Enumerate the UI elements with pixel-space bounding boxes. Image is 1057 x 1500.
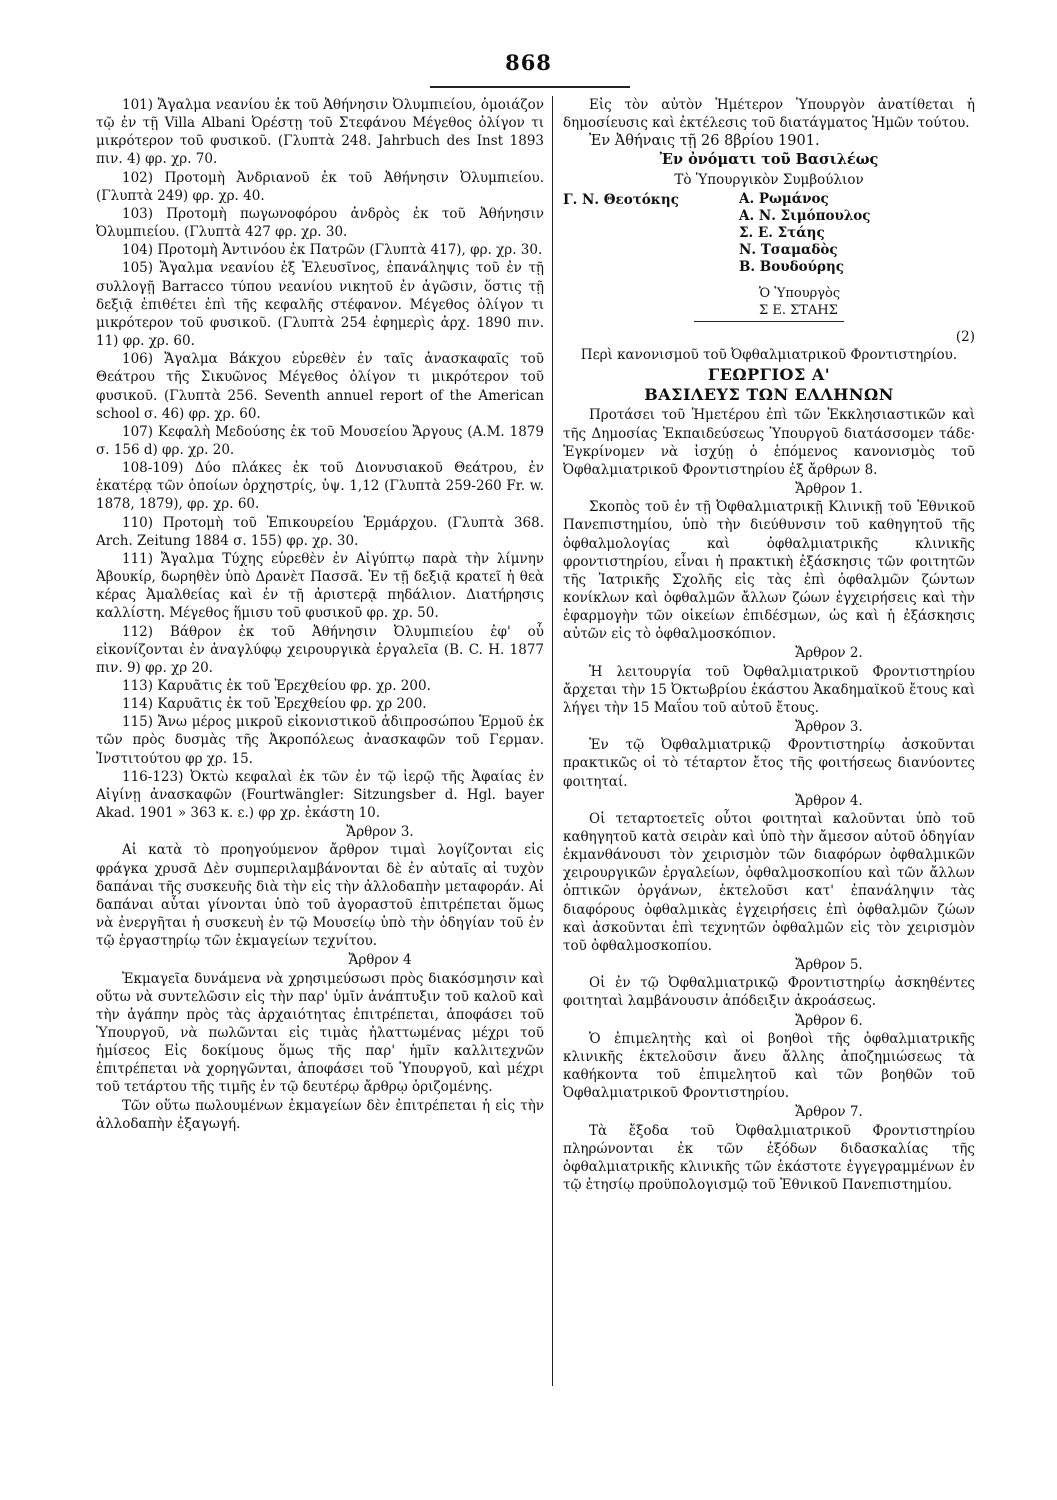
signatory: Β. Βουδούρης [739, 258, 844, 275]
decree-article-6-text: Ὁ ἐπιμελητὴς καὶ οἱ βοηθοὶ τῆς ὀφθαλμιατρικῆς κλινικῆς ἐκτελοῦσιν ἄνευ ἄλλης ἀποζημιώσεως τὰ καθήκοντα τοῦ ἐπιμελητοῦ καὶ τῶν βοηθῶν τοῦ Ὀφθαλμιατρικοῦ Φροντιστηρίου. [563, 1030, 975, 1102]
council-heading: Τὸ Ὑπουργικὸν Συμβούλιον [674, 171, 864, 188]
decree-article-5-heading: Ἄρθρον 5. [795, 957, 863, 974]
king-name: ΓΕΩΡΓΙΟΣ Α' [707, 365, 831, 385]
closing-paragraph: Τῶν οὕτω πωλουμένων ἐκμαγείων δὲν ἐπιτρέπεται ἡ εἰς τὴν ἀλλοδαπὴν ἐξαγωγή. [96, 1097, 544, 1132]
in-name-of-king: Ἐν ὀνόματι τοῦ Βασιλέως [659, 151, 879, 169]
right-column [563, 96, 975, 1194]
catalog-entry-113: 113) Καρυᾶτις ἐκ τοῦ Ἐρεχθείου φρ. χρ. 200. [122, 678, 431, 694]
catalog-entry-110: 110) Προτομὴ τοῦ Ἐπικουρείου Ἑρμάρχου. (Γλυπτὰ 368. Arch. Zeitung 1884 σ. 155) φρ. χρ. 30. [96, 514, 544, 549]
decree-article-1-text: Σκοπὸς τοῦ ἐν τῇ Ὀφθαλμιατρικῇ Κλινικῇ τοῦ Ἐθνικοῦ Πανεπιστημίου, ὑπὸ τὴν διεύθυνσιν τοῦ καθηγητοῦ τῆς ὀφθαλμολογίας καὶ ὀφθαλμιατρικῆς κλινικῆς φροντιστηρίου, εἶναι ἡ πρακτικὴ ἐξάσκησις τῶν φοιτητῶν τῆς Ἰατρικῆς Σχολῆς εἰς τὰς ἐπὶ ὀφθαλμῶν ζώντων κονίκλων καὶ ὀφθαλμῶν ἄλλων ζώων ἐγχειρήσεις καὶ τὴν ἐφαρμογὴν τῶν οἰκείων ἐπιδέσμων, ὡς καὶ ἡ ἐξάσκησις αὐτῶν εἰς τὸ ὀφθαλμοσκόπιον. [563, 499, 975, 643]
decree-article-1-heading: Ἄρθρον 1. [795, 481, 863, 498]
decree-article-7-text: Τὰ ἔξοδα τοῦ Ὀφθαλμιατρικοῦ Φροντιστηρίου πληρώνονται ἐκ τῶν ἐξόδων διδασκαλίας τῆς ὀφθαλμιατρικῆς κλινικῆς τῶν ἑκάστοτε ἐγγεγραμμένων ἐν τῷ ἐτησίῳ προϋπολογισμῷ τοῦ Ἐθνικοῦ Πανεπιστημίου. [563, 1122, 975, 1193]
left-column [96, 96, 544, 1133]
catalog-entry-111: 111) Ἄγαλμα Τύχης εὑρεθὲν ἐν Αἰγύπτῳ παρὰ τὴν λίμνην Ἀβουκίρ, δωρηθὲν ὑπὸ Δρανὲτ Πασσᾶ. Ἐν τῇ δεξιᾷ κρατεῖ ἡ θεὰ κέρας Ἀμαλθείας καὶ ἐν τῇ ἀριστερᾷ πηδάλιον. Διατήρησις καλλίστη. Μέγεθος ἥμισυ τοῦ φυσικοῦ φρ. χρ. 50. [96, 550, 544, 622]
king-title: ΒΑΣΙΛΕΥΣ ΤΩΝ ΕΛΛΗΝΩΝ [644, 385, 894, 405]
page-number: 868 [505, 50, 552, 75]
catalog-entry-108-109: 108-109) Δύο πλάκες ἐκ τοῦ Διονυσιακοῦ Θεάτρου, ἐν ἑκατέρᾳ τῶν ὁποίων ὀρχηστρίς, ὑψ. 1,12 (Γλυπτὰ 259-260 Fr. w. 1878, 1879), φρ. χρ. 60. [96, 460, 544, 513]
decree-article-4-heading: Ἄρθρον 4. [795, 792, 863, 809]
article-3-heading: Ἄρθρον 3. [346, 824, 414, 841]
minister-signature [759, 285, 840, 319]
signatory-list [739, 191, 871, 276]
signatory: Σ. Ε. Στάης [739, 224, 825, 241]
catalog-entry-103: 103) Προτομὴ πωγωνοφόρου ἀνδρὸς ἐκ τοῦ Ἀθήνησιν Ὀλυμπιείου. (Γλυπτὰ 427 φρ. χρ. 30. [96, 205, 544, 241]
decree-article-5-text: Οἱ ἐν τῷ Ὀφθαλμιατρικῷ Φροντιστηρίῳ ἀσκηθέντες φοιτηταὶ λαμβάνουσιν ἀπόδειξιν ἀκροάσεως. [563, 975, 975, 1010]
catalog-entry-106: 106) Ἄγαλμα Βάκχου εὑρεθὲν ἐν ταῖς ἀνασκαφαῖς τοῦ Θεάτρου τῆς Σικυῶνος Μέγεθος ὀλίγον τι μικρότερον τοῦ φυσικοῦ. (Γλυπτὰ 256. Seventh annuel report of the American school σ. 46) φρ. χρ. 60. [96, 351, 544, 422]
catalog-entry-102: 102) Προτομὴ Ἀνδριανοῦ ἐκ τοῦ Ἀθήνησιν Ὀλυμπιείου. (Γλυπτὰ 249) φρ. χρ. 40. [96, 169, 544, 204]
catalog-entry-104: 104) Προτομὴ Ἀντινόου ἐκ Πατρῶν (Γλυπτὰ 417), φρ. χρ. 30. [122, 242, 543, 259]
signatory: Ν. Τσαμαδὸς [739, 241, 838, 258]
decree-title: Περὶ κανονισμοῦ τοῦ Ὀφθαλμιατρικοῦ Φροντιστηρίου. [580, 346, 958, 363]
decree-preamble: Προτάσει τοῦ Ἡμετέρου ἐπὶ τῶν Ἐκκλησιαστικῶν καὶ τῆς Δημοσίας Ἐκπαιδεύσεως Ὑπουργοῦ διατάσσομεν τάδε· Ἐγκρίνομεν νὰ ἰσχύῃ ὁ ἑπόμενος κανονισμὸς τοῦ Ὀφθαλμιατρικοῦ Φροντιστηρίου ἐξ ἄρθρων 8. [563, 407, 975, 478]
date-line: Ἐν Ἀθήναις τῇ 26 8βρίου 1901. [589, 133, 820, 150]
catalog-entry-116-123: 116-123) Ὀκτὼ κεφαλαὶ ἐκ τῶν ἐν τῷ ἱερῷ τῆς Ἀφαίας ἐν Αἰγίνῃ ἀνασκαφῶν (Fourtwängler: Sitzungsber d. Hgl. bayer Akad. 1901 » 363 κ. ε.) φρ χρ. ἑκάστη 10. [96, 768, 544, 822]
decree-number: (2) [955, 328, 975, 345]
header-rule [430, 86, 630, 88]
decree-article-3-heading: Ἄρθρον 3. [795, 719, 863, 736]
catalog-entry-105: 105) Ἄγαλμα νεανίου ἐξ Ἐλευσῖνος, ἐπανάληψις τοῦ ἐν τῇ συλλογῇ Barracco τύπου νεανίου νικητοῦ ἐν ἀγῶσιν, ὅστις τῇ δεξιᾷ ἐπιθέτει ἐπὶ τῆς κεφαλῆς στέφανον. Μέγεθος ὀλίγον τι μικρότερον τοῦ φυσικοῦ. (Γλυπτὰ 254 ἐφημερὶς ἀρχ. 1890 πιν. 11) φρ. χρ. 60. [96, 260, 544, 350]
decree-article-3-text: Ἐν τῷ Ὀφθαλμιατρικῷ Φροντιστηρίῳ ἀσκοῦνται πρακτικῶς οἱ τὸ τέταρτον ἔτος τῆς φοιτήσεως διανύοντες φοιτηταί. [563, 737, 975, 790]
catalog-entry-107: 107) Κεφαλὴ Μεδούσης ἐκ τοῦ Μουσείου Ἄργους (Α.Μ. 1879 σ. 156 d) φρ. χρ. 20. [96, 423, 544, 458]
decree-article-2-heading: Ἄρθρον 2. [795, 645, 863, 662]
decree-article-4-text: Οἱ τεταρτοετεῖς οὗτοι φοιτηταὶ καλοῦνται ὑπὸ τοῦ καθηγητοῦ κατὰ σειρὰν καὶ ὑπὸ τὴν ἄμεσον αὐτοῦ ὁδηγίαν ἐκμανθάνουσι τὸν χειρισμὸν τῶν διαφόρων ὀφθαλμικῶν χειρουργικῶν ἐργαλείων, ὀφθαλμοσκοπίου καὶ τῶν ἄλλων ὀπτικῶν ὀργάνων, ἐκτελοῦσι κατ' ἐπανάληψιν τὰς διαφόρους ὀφθαλμικὰς ἐγχειρήσεις ἐπὶ ὀφθαλμῶν ζώων καὶ ἀσκοῦνται ἐπὶ τεχνητῶν ὀφθαλμῶν εἰς τὸν χειρισμὸν τοῦ ὀφθαλμοσκοπίου. [563, 810, 975, 954]
intro-paragraph: Εἰς τὸν αὐτὸν Ἡμέτερον Ὑπουργὸν ἀνατίθεται ἡ δημοσίευσις καὶ ἐκτέλεσις τοῦ διατάγματος Ἡμῶν τούτου. [563, 97, 975, 132]
article-4-text: Ἐκμαγεῖα δυνάμενα νὰ χρησιμεύσωσι πρὸς διακόσμησιν καὶ οὕτω νὰ συντελῶσιν εἰς τὴν παρ' ὑμῖν ἀνάπτυξιν τοῦ καλοῦ καὶ τὴν ἀγάπην πρὸς τὰς ἀρχαιότητας ἐπιτρέπεται, ἀποφάσει τοῦ Ὑπουργοῦ, νὰ πωλῶνται εἰς τιμὰς ἠλαττωμένας μέχρι τοῦ ἡμίσεος Εἰς δοκίμους ὅμως τῆς παρ' ἡμῖν καλλιτεχνῶν ἐπιτρέπεται νὰ χορηγῶνται, ἀποφάσει τοῦ Ὑπουργοῦ, καὶ μέχρι τοῦ τετάρτου τῆς τιμῆς ἐν τῷ δευτέρῳ ἄρθρῳ ὁριζομένης. [96, 970, 544, 1096]
catalog-entry-112: 112) Βάθρον ἐκ τοῦ Ἀθήνησιν Ὀλυμπιείου ἐφ' οὗ εἰκονίζονται ἐν ἀναγλύφῳ χειρουργικὰ ἐργαλεῖα (Β. C. H. 1877 πιν. 9) φρ. χρ 20. [96, 623, 544, 676]
signatory: Α. Ν. Σιμόπουλος [739, 207, 871, 224]
signature-block [563, 191, 975, 317]
signatory-main: Γ. Ν. Θεοτόκης [563, 191, 679, 208]
minister-title: Ὁ Ὑπουργὸς [759, 285, 841, 301]
catalog-entry-114: 114) Καρυᾶτις ἐκ τοῦ Ἐρεχθείου φρ. χρ 200. [122, 696, 427, 713]
decree-article-6-heading: Ἄρθρον 6. [795, 1012, 863, 1029]
decree-article-2-text: Ἡ λειτουργία τοῦ Ὀφθαλμιατρικοῦ Φροντιστηρίου ἄρχεται τὴν 15 Ὀκτωβρίου ἑκάστου Ἀκαδημαϊκοῦ ἔτους καὶ λήγει τὴν 15 Μαΐου τοῦ αὐτοῦ ἔτους. [563, 663, 975, 716]
catalog-entry-101: 101) Ἄγαλμα νεανίου ἐκ τοῦ Ἀθήνησιν Ὀλυμπιείου, ὁμοιάζον τῷ ἐν τῇ Villa Albani Ὀρέστῃ τοῦ Στεφάνου Μέγεθος ὀλίγον τι μικρότερον τοῦ φυσικοῦ. (Γλυπτὰ 248. Jahrbuch des Inst 1893 πιν. 4) φρ. χρ. 70. [96, 97, 544, 168]
catalog-entry-115: 115) Ἄνω μέρος μικροῦ εἰκονιστικοῦ ἀδιπροσώπου Ἑρμοῦ ἐκ τῶν πρὸς δυσμὰς τῆς Ἀκροπόλεως ἀνασκαφῶν τοῦ Γερμαν. Ἰνστιτούτου φρ χρ. 15. [96, 714, 544, 767]
minister-name: Σ Ε. ΣΤΑΗΣ [759, 302, 838, 318]
decree-article-7-heading: Ἄρθρον 7. [795, 1104, 863, 1121]
article-4-heading: Ἄρθρον 4 [348, 952, 412, 969]
section-rule [694, 321, 844, 322]
signatory: Α. Ρωμάνος [739, 190, 829, 207]
article-3-text: Αἱ κατὰ τὸ προηγούμενον ἄρθρον τιμαὶ λογίζονται εἰς φράγκα χρυσᾶ Δὲν συμπεριλαμβάνονται δὲ ἐν αὐταῖς αἱ τυχὸν δαπάναι τῆς συσκευῆς διὰ τὴν εἰς τὴν ἀλλοδαπὴν μεταφοράν. Αἱ δαπάναι αὗται γίνονται ὑπὸ τοῦ ἀγοραστοῦ ἐπιτρέπεται ὅμως νὰ ἐνεργῆται ἡ συσκευὴ ἐν τῷ Μουσείῳ ὑπὸ τὴν ὁδηγίαν τοῦ ἐν τῷ ἐργαστηρίῳ τῶν ἐκμαγείων τεχνίτου. [96, 842, 544, 950]
column-divider [552, 96, 553, 1386]
